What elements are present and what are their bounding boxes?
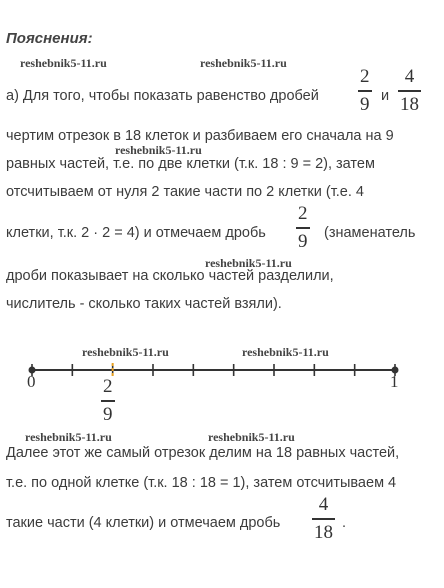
fraction-bar [398, 90, 421, 92]
paragraph-line: а) Для того, чтобы показать равенство дробей [6, 88, 319, 104]
number-line [0, 352, 444, 432]
fraction-denominator: 9 [298, 230, 308, 252]
fraction-denominator: 18 [400, 93, 419, 115]
paragraph-line: Далее этот же самый отрезок делим на 18 равных частей, [6, 445, 400, 461]
fraction-bar [296, 227, 310, 229]
watermark: reshebnik5-11.ru [82, 345, 169, 359]
watermark: reshebnik5-11.ru [205, 256, 292, 270]
fraction-2-9 [358, 66, 372, 116]
paragraph-line: равных частей, т.е. по две клетки (т.к. 18 : 9 = 2), затем [6, 156, 375, 172]
watermark: reshebnik5-11.ru [25, 430, 112, 444]
paragraph-line: т.е. по одной клетке (т.к. 18 : 18 = 1), затем отсчитываем 4 [6, 475, 397, 491]
fraction-numerator: 2 [103, 376, 113, 397]
paragraph-line: чертим отрезок в 18 клеток и разбиваем его сначала на 9 [6, 128, 394, 144]
fraction-4-18 [312, 494, 335, 544]
fraction-numerator: 2 [298, 203, 308, 224]
fraction-bar [312, 518, 335, 520]
paragraph-line: отсчитываем от нуля 2 такие части по 2 клетки (т.е. 4 [6, 184, 364, 200]
fraction-4-18 [398, 66, 421, 116]
paragraph-line: дроби показывает на сколько частей разделили, [6, 268, 334, 284]
watermark: reshebnik5-11.ru [200, 56, 287, 70]
fraction-numerator: 4 [404, 66, 415, 87]
conjunction-text: и [381, 88, 390, 104]
paragraph-line: (знаменатель [324, 225, 416, 241]
watermark: reshebnik5-11.ru [242, 345, 329, 359]
fraction-bar [101, 400, 115, 402]
heading: Пояснения: [6, 30, 93, 47]
number-line-start-label: 0 [27, 372, 36, 391]
number-line-mark-fraction [101, 376, 115, 426]
watermark: reshebnik5-11.ru [115, 143, 202, 157]
fraction-denominator: 9 [360, 93, 370, 115]
sentence-period: . [342, 515, 347, 531]
number-line-end-label: 1 [390, 372, 399, 391]
paragraph-line: клетки, т.к. 2 · 2 = 4) и отмечаем дробь [6, 225, 266, 241]
fraction-2-9 [296, 203, 310, 253]
paragraph-line: такие части (4 клетки) и отмечаем дробь [6, 515, 281, 531]
paragraph-line: числитель - сколько таких частей взяли). [6, 296, 282, 312]
watermark: reshebnik5-11.ru [208, 430, 295, 444]
fraction-bar [358, 90, 372, 92]
watermark: reshebnik5-11.ru [20, 56, 107, 70]
fraction-numerator: 4 [318, 494, 329, 515]
fraction-denominator: 9 [103, 403, 113, 425]
fraction-numerator: 2 [360, 66, 370, 87]
fraction-denominator: 18 [314, 521, 333, 543]
